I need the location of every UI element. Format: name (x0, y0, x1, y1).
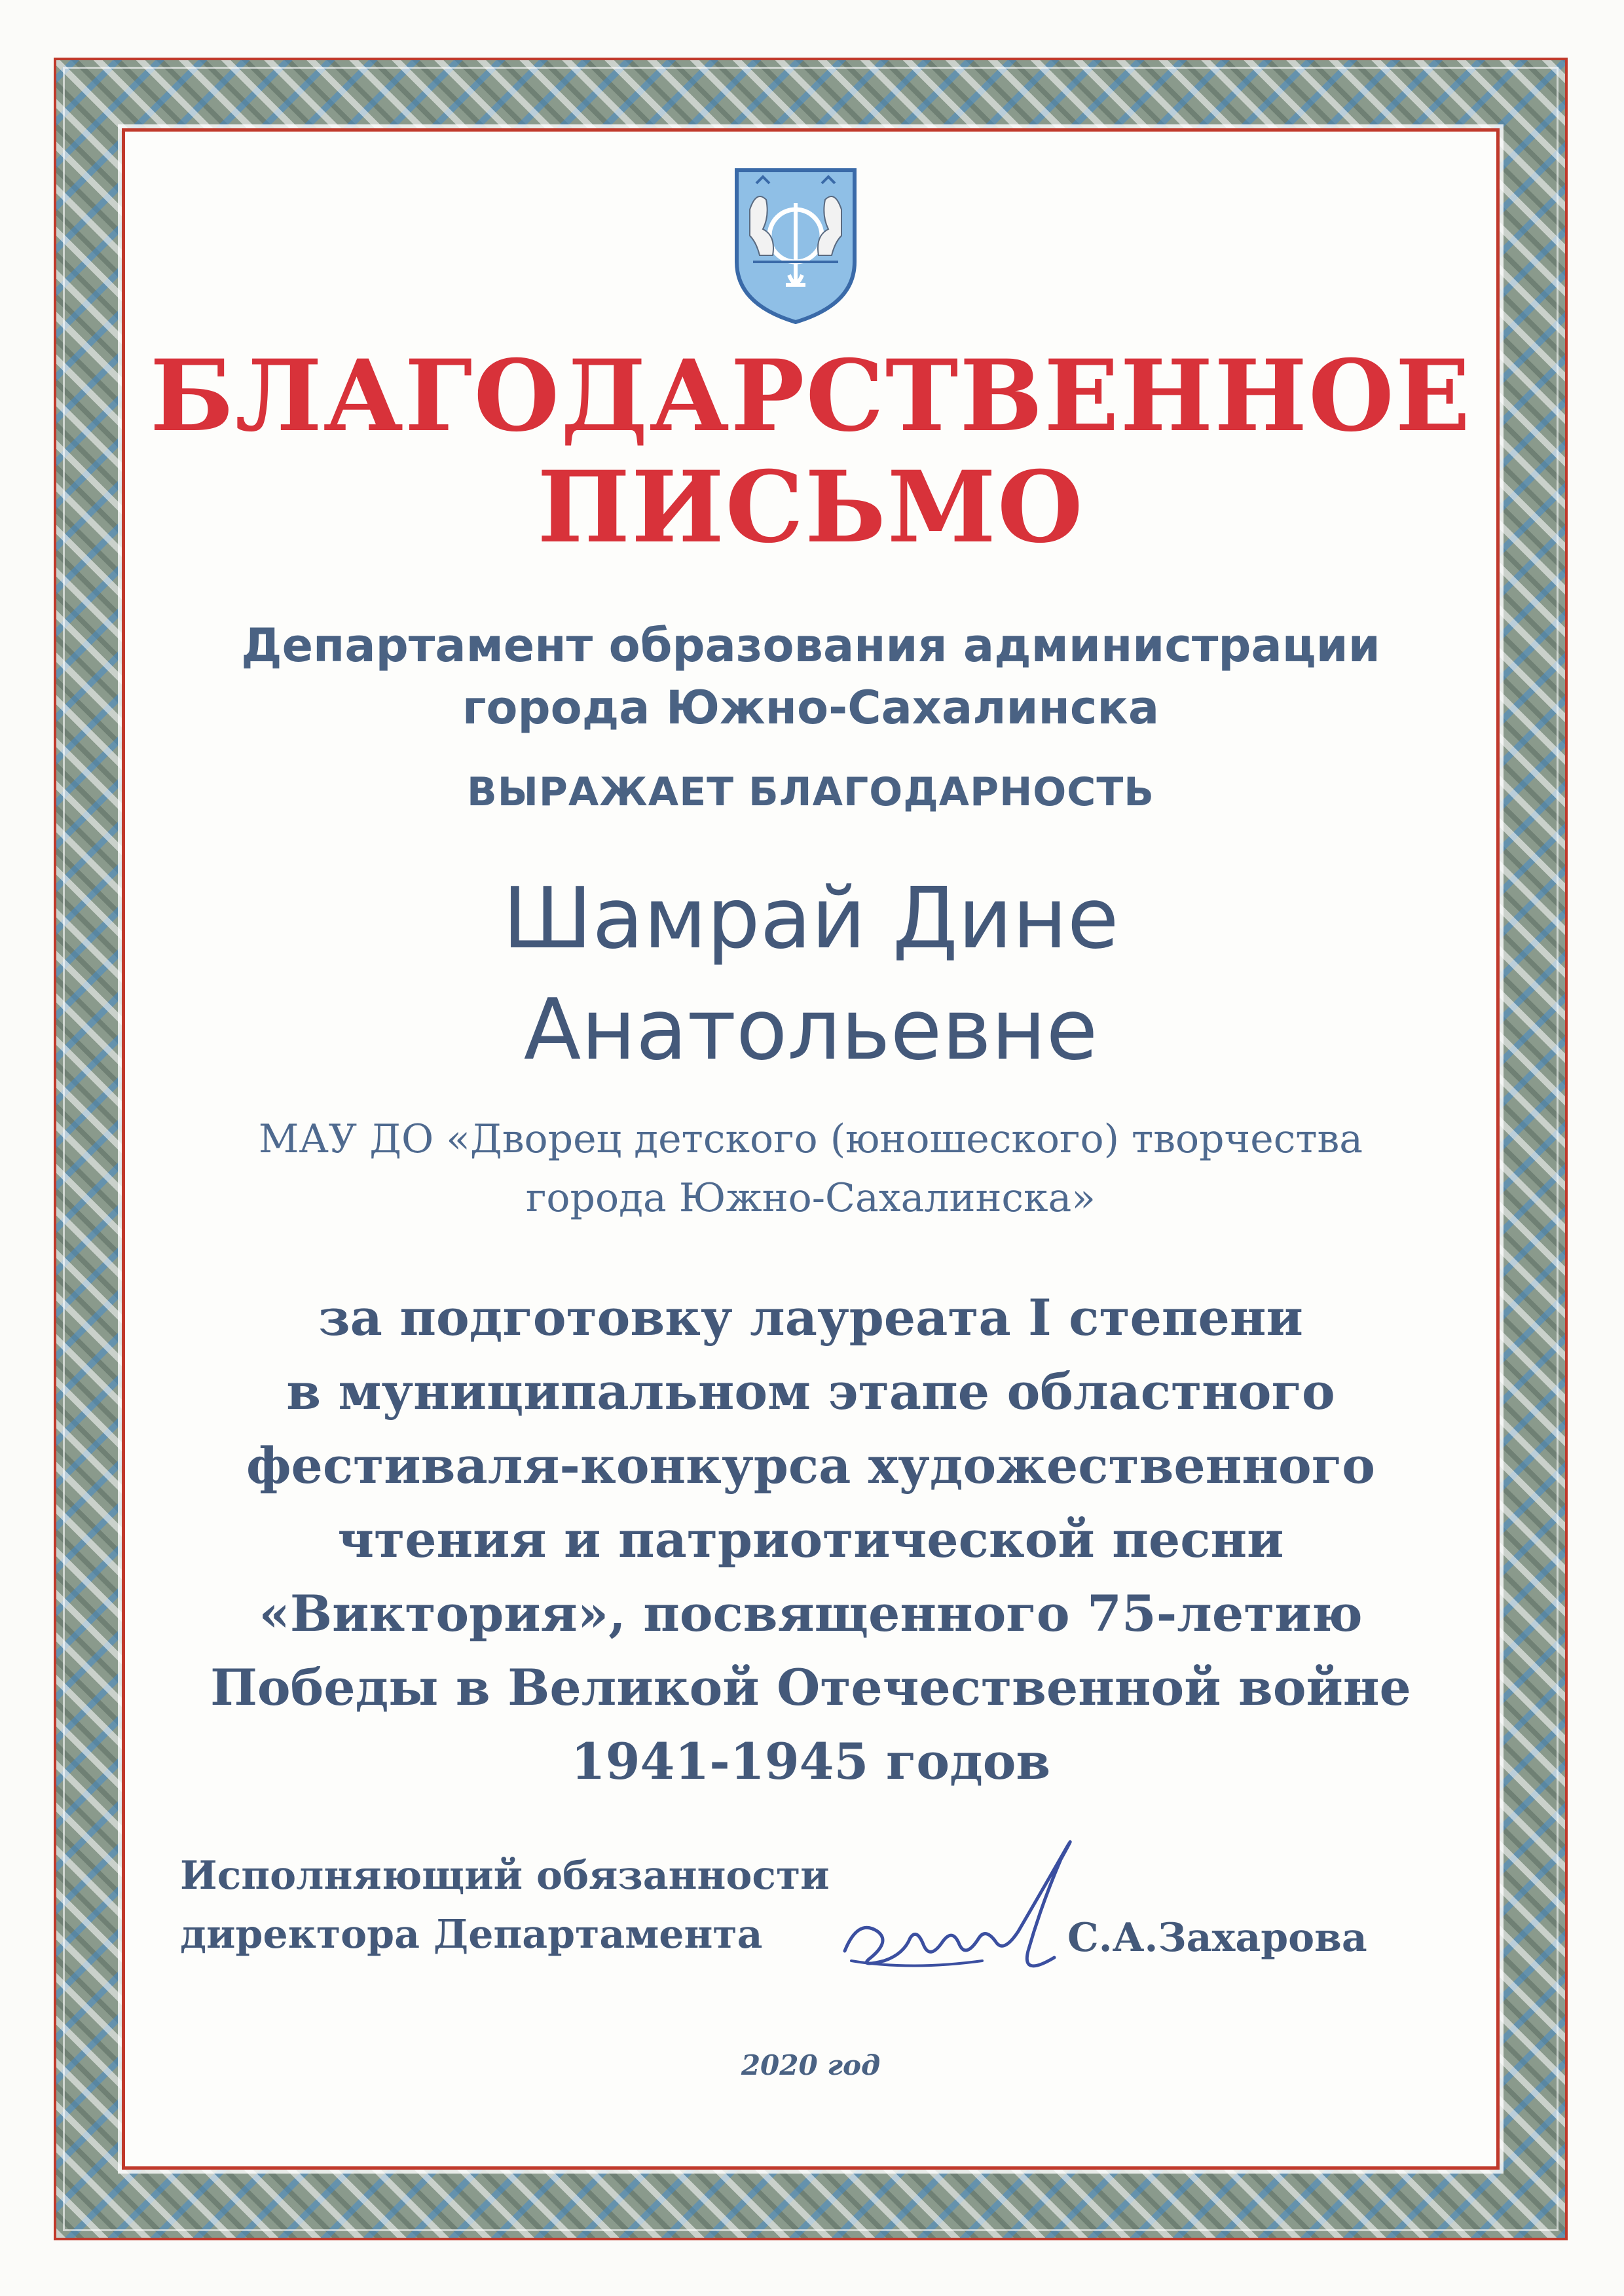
signatory-role-line-2: директора Департамента (180, 1912, 763, 1958)
signatory-name: С.А.Захарова (1067, 1915, 1367, 1961)
reason-line: в муниципальном этапе областного (286, 1362, 1335, 1421)
coat-of-arms-icon (730, 164, 861, 327)
organization-line-1: МАУ ДО «Дворец детского (юношеского) творчества (258, 1116, 1363, 1162)
document-title-line-2: ПИСЬМО (537, 450, 1084, 565)
reason-line: «Виктория», посвященного 75-летию (259, 1584, 1363, 1643)
reason-line: фестиваля-конкурса художественного (246, 1436, 1375, 1495)
reason-line: за подготовку лауреата I степени (318, 1288, 1303, 1347)
recipient-name-line-1: Шамрай Дине (502, 870, 1119, 968)
reason-line: чтения и патриотической песни (337, 1510, 1284, 1569)
issue-year: 2020 год (741, 2049, 881, 2081)
organization-line-2: города Южно-Сахалинска» (525, 1175, 1096, 1221)
issuer-line-2: города Южно-Сахалинска (462, 681, 1160, 735)
reason-line: Победы в Великой Отечественной войне (210, 1658, 1411, 1717)
expresses-gratitude: ВЫРАЖАЕТ БЛАГОДАРНОСТЬ (467, 769, 1154, 815)
signatory-role-line-1: Исполняющий обязанности (180, 1853, 830, 1899)
document-title-line-1: БЛАГОДАРСТВЕННОЕ (149, 338, 1472, 454)
issuer-line-1: Департамент образования администрации (241, 619, 1380, 672)
reason-line: 1941-1945 годов (570, 1732, 1051, 1791)
recipient-name-line-2: Анатольевне (523, 981, 1098, 1079)
handwritten-signature-icon (832, 1820, 1107, 1990)
